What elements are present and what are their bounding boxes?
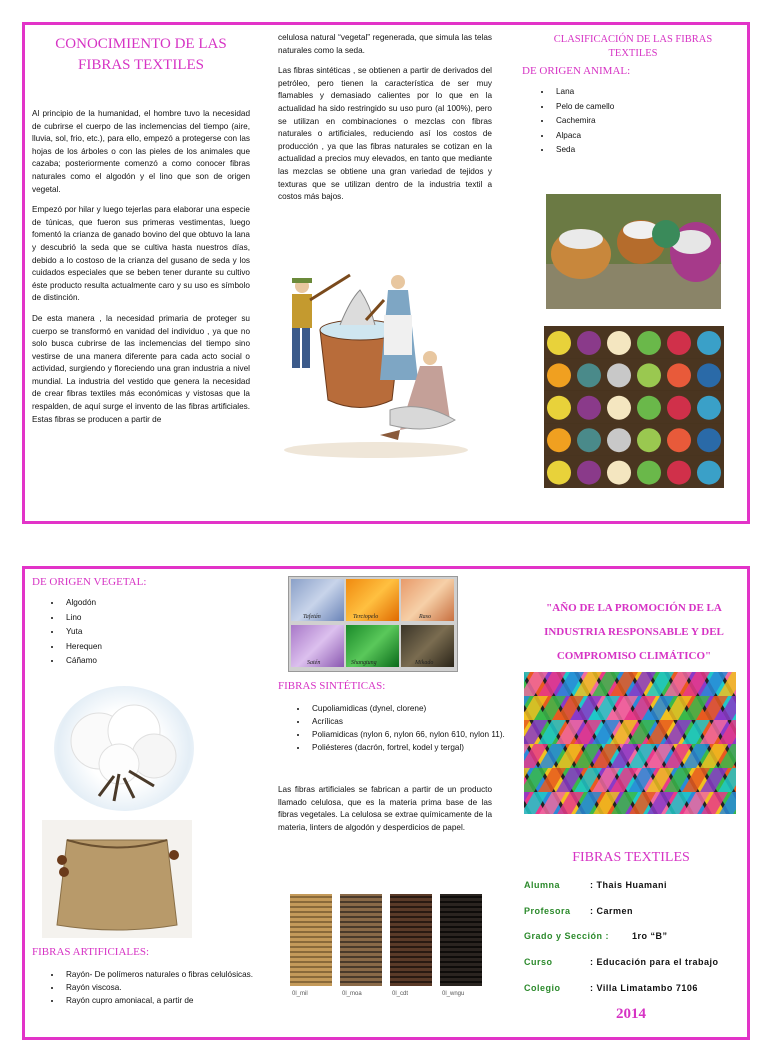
fabric-types-grid bbox=[288, 576, 458, 672]
list-item: • Alpaca bbox=[552, 129, 744, 144]
list-item: • Lino bbox=[62, 611, 252, 626]
yarn-shelves-photo bbox=[544, 326, 724, 488]
swatch-caption: 0l_moa bbox=[342, 991, 362, 997]
brochure-page-1 bbox=[22, 22, 750, 524]
cover-title: FIBRAS TEXTILES bbox=[572, 850, 690, 865]
list-item: • Lana bbox=[552, 85, 744, 100]
paragraph: Empezó por hilar y luego tejerlas para elaborar una especie de túnicas, que fueron sus primeras vestimentas, luego fomentó la crianza de ganado bovino del que obtuvo la lana y descubrió la seda que se cultiva hasta nuestros días, debido a lo costoso de la crianza del gusano de seda y los cuidados especiales que se beben tener durante su cultivo éste producto resulta actualmente caro y su uso es símbolo de distinción. bbox=[32, 205, 250, 303]
right-column bbox=[522, 24, 744, 522]
left-column bbox=[32, 24, 250, 522]
colorful-woven-threads-photo bbox=[524, 672, 736, 814]
jute-bag-photo bbox=[42, 820, 192, 938]
info-value: : Educación para el trabajo bbox=[590, 957, 719, 967]
info-value: : Thais Huamani bbox=[590, 880, 668, 890]
swatch-caption: 0l_cdt bbox=[392, 991, 409, 997]
info-value: : Villa Limatambo 7106 bbox=[590, 983, 698, 993]
vegetal-fibers-list bbox=[32, 596, 252, 669]
list-item: • Acrílicas bbox=[308, 715, 522, 728]
list-item: • Poliésteres (dacrón, fortrel, kodel y tergal) bbox=[308, 741, 522, 754]
list-item: • Seda bbox=[552, 143, 744, 158]
list-item: • Rayón cupro amoniacal, a partir de bbox=[62, 994, 278, 1007]
list-item: • Cupoliamidicas (dynel, clorene) bbox=[308, 702, 522, 715]
synthetic-fibers-heading: FIBRAS SINTÉTICAS: bbox=[278, 680, 386, 692]
list-item: • Poliamidicas (nylon 6, nylon 66, nylon 610, nylon 11). bbox=[308, 728, 522, 741]
swatch-caption: 0l_mil bbox=[292, 991, 308, 997]
swatch-caption: 0l_wngu bbox=[442, 991, 465, 997]
info-label: Grado y Sección : bbox=[524, 931, 610, 941]
info-label: Colegio bbox=[524, 983, 561, 993]
paragraph: De esta manera , la necesidad primaria de proteger su cuerpo se transformó en vanidad del individuo , ya que no solo busca cubrirse de las inclemencias del tiempo sino vestirse de una manera diferente para cada acto social o actividad, surgiendo y floreciendo una gran industria a nivel mundial. La industria del vestido que genera la necesidad de crear fibras textiles más económicas y vistosas que la respalden, de aquí surge el invento de las fibras artificiales. Estas fibras se producen a partir de bbox=[32, 313, 250, 424]
student-info bbox=[524, 880, 744, 1000]
info-value: 1ro “B” bbox=[632, 931, 668, 941]
fabric-label: Terciopelo bbox=[353, 614, 379, 620]
animal-fibers-list bbox=[522, 85, 744, 158]
fabric-label: Shangtung bbox=[351, 660, 377, 666]
info-label: Alumna bbox=[524, 880, 561, 890]
middle-column-2 bbox=[278, 568, 505, 1038]
list-item: • Cáñamo bbox=[62, 654, 252, 669]
vegetal-origin-heading: DE ORIGEN VEGETAL: bbox=[32, 576, 147, 588]
woven-swatch bbox=[390, 894, 432, 986]
right-column-2 bbox=[522, 568, 746, 1038]
woven-swatch bbox=[290, 894, 332, 986]
classification-title: CLASIFICACIÓN DE LAS FIBRAS TEXTILES bbox=[553, 34, 713, 59]
paragraph: Las fibras sintéticas , se obtienen a partir de derivados del petróleo, pero tienen la característica de ser muy flamables y demasiado calientes por lo que en la actualidad ha sido restringido su uso puro (al 100%), pero se utilizan en combinaciones o mezclas con fibras naturales o artificiales, reduciendo así los costos de producción , ya que las fibras naturales se cotizan en la actualidad a precios muy elevados, en tanto que mediante las mezclas se obtiene una gran variedad de tejidos y texturas que se utilizan dentro de la industria textil a costos más bajos. bbox=[278, 66, 492, 202]
list-item: • Algodón bbox=[62, 596, 252, 611]
list-item: • Cachemira bbox=[552, 114, 744, 129]
paragraph: Al principio de la humanidad, el hombre tuvo la necesidad de cubrirse el cuerpo de las inclemencias del tiempo (aire, lluvia, sol, frio, etc.), para ello, empezó a protegerse con las hojas de los árboles o con las pieles de los animales que cazaba; posteriormente comenzó a como conocer fibras naturales como el algodón y el lino que son de origen vegetal. bbox=[32, 109, 250, 194]
brochure-page-2 bbox=[22, 566, 750, 1040]
cellulose-paragraph: Las fibras artificiales se fabrican a partir de un producto llamado celulosa, que es la materia prima base de las fibras vegetales. La celulosa se extrae químicamente de la materia, linters de algodón y desperdicios de papel. bbox=[278, 785, 492, 832]
list-item: • Yuta bbox=[62, 625, 252, 640]
year: 2014 bbox=[616, 1006, 646, 1022]
fabric-label: Mikado bbox=[415, 660, 434, 666]
synthetic-fibers-list bbox=[278, 702, 522, 754]
info-label: Curso bbox=[524, 957, 553, 967]
wool-sacks-photo bbox=[546, 194, 721, 309]
paragraph: celulosa natural “vegetal” regenerada, que simula las telas naturales como la seda. bbox=[278, 33, 492, 55]
woven-swatch bbox=[440, 894, 482, 986]
list-item: • Pelo de camello bbox=[552, 100, 744, 115]
info-label: Profesora bbox=[524, 906, 571, 916]
middle-column bbox=[278, 24, 492, 522]
year-slogan: "AÑO DE LA PROMOCIÓN DE LA INDUSTRIA RESPONSABLE Y DEL COMPROMISO CLIMÁTICO" bbox=[544, 602, 724, 662]
artificial-fibers-heading: FIBRAS ARTIFICIALES: bbox=[32, 946, 149, 958]
animal-origin-heading: DE ORIGEN ANIMAL: bbox=[522, 65, 631, 77]
woven-swatch bbox=[340, 894, 382, 986]
fabric-label: Raso bbox=[419, 614, 431, 620]
fabric-label: Satén bbox=[307, 660, 321, 666]
list-item: • Rayón viscosa. bbox=[62, 981, 278, 994]
woven-swatches bbox=[290, 894, 486, 1004]
main-title: CONOCIMIENTO DE LAS FIBRAS TEXTILES bbox=[55, 36, 227, 73]
cotton-boll-photo bbox=[54, 686, 194, 811]
list-item: • Herequen bbox=[62, 640, 252, 655]
wool-processing-illustration bbox=[280, 270, 472, 460]
left-column-2 bbox=[32, 568, 252, 1038]
info-value: : Carmen bbox=[590, 906, 634, 916]
fabric-label: Tafetán bbox=[303, 614, 321, 620]
artificial-fibers-list bbox=[32, 968, 278, 1007]
list-item: • Rayón- De polímeros naturales o fibras celulósicas. bbox=[62, 968, 278, 981]
